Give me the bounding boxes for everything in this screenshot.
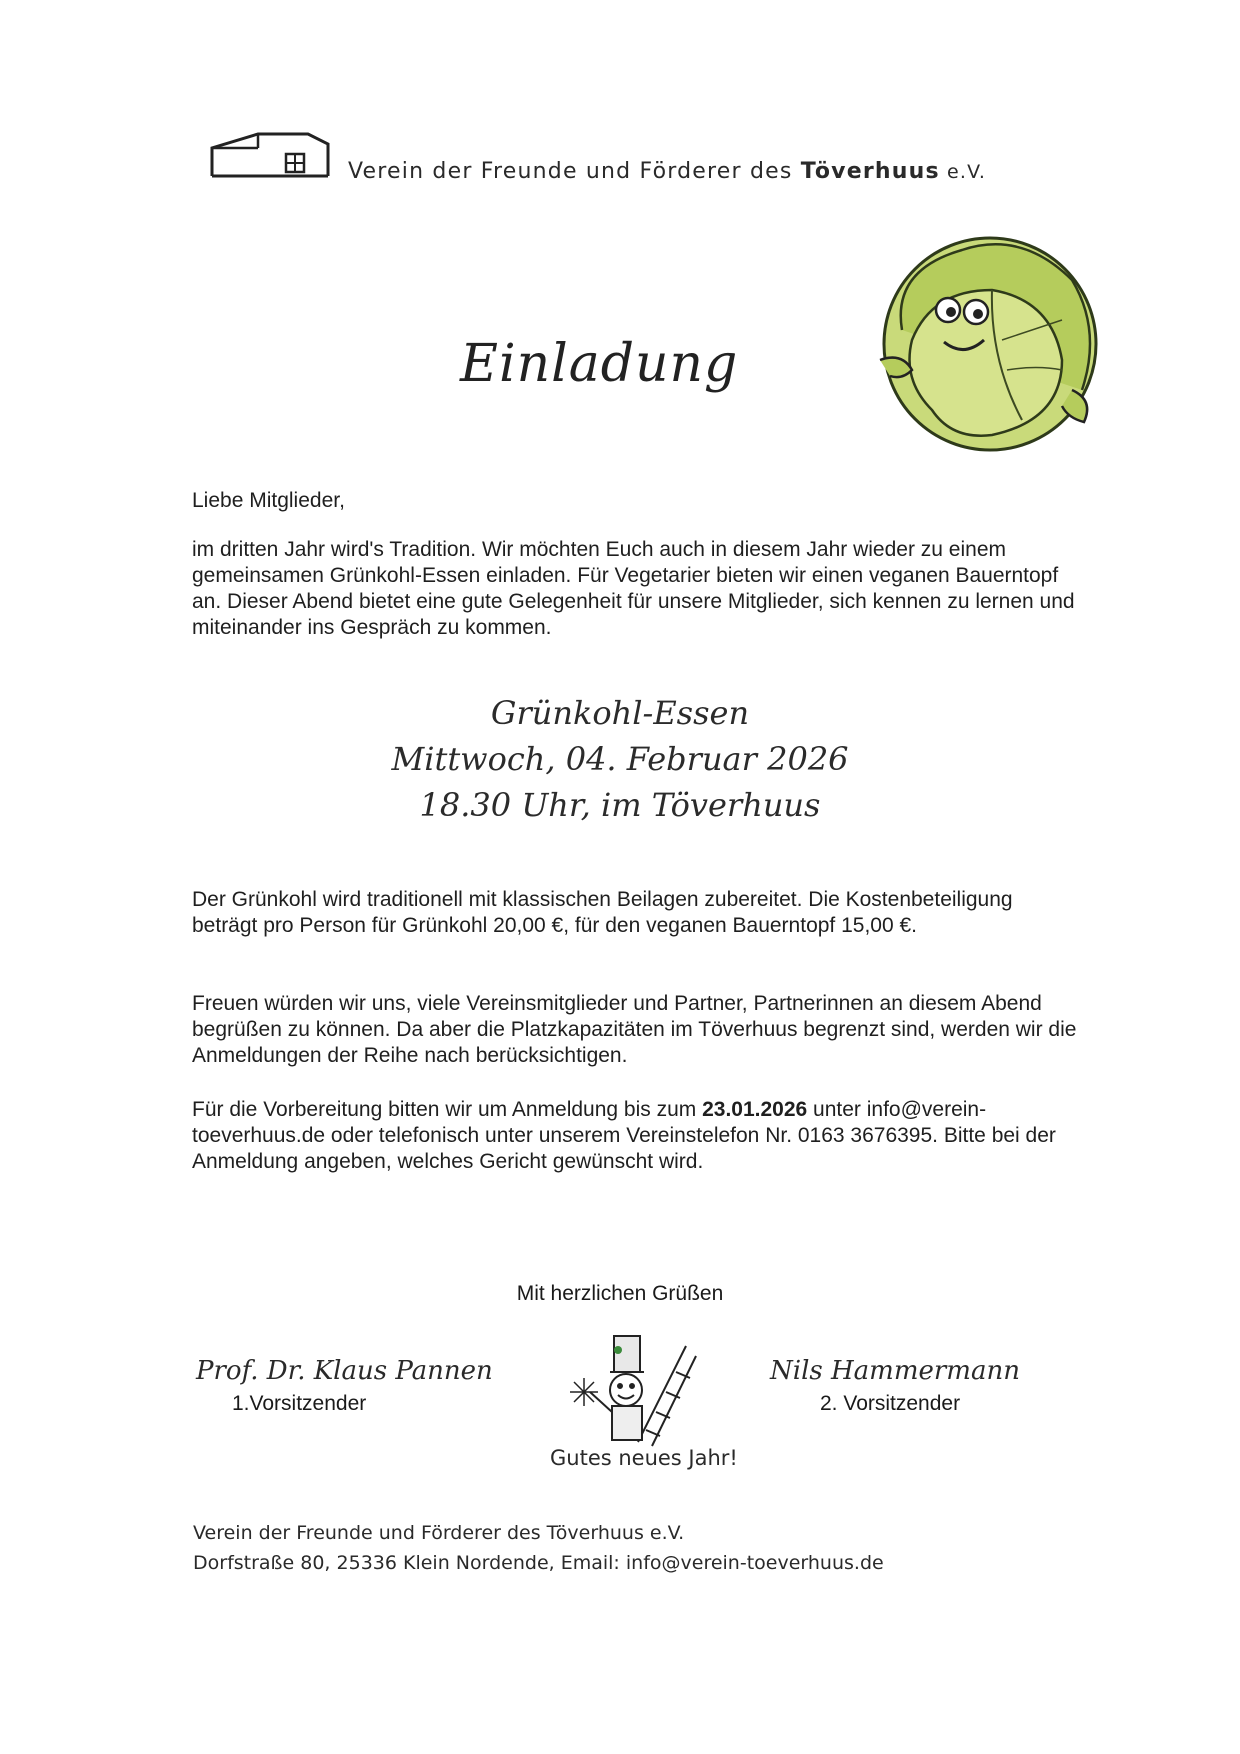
event-date: Mittwoch, 04. Februar 2026 <box>391 740 849 778</box>
registration-text-before: Für die Vorbereitung bitten wir um Anmeldung bis zum <box>192 1098 703 1121</box>
sweep-caption: Gutes neues Jahr! <box>550 1446 738 1470</box>
registration-text-after: unter info@verein-toeverhuus.de oder telefonisch unter unserem Vereinstelefon Nr. 0163 3676395. Bitte bei der Anmeldung angeben, welches Gericht gewünscht wird. <box>192 1098 1056 1173</box>
intro-paragraph: im dritten Jahr wird's Tradition. Wir möchten Euch auch in diesem Jahr wieder zu einem gemeinsamen Grünkohl-Essen einladen. Für Vegetarier bieten wir einen veganen Bauerntopf an. Dieser Abend bietet eine gute Gelegenheit für unsere Mitglieder, sich kennen zu lernen und miteinander ins Gespräch zu kommen. <box>192 538 1075 639</box>
signature-second-name: Nils Hammermann <box>770 1356 1020 1386</box>
event-time-place: 18.30 Uhr, im Töverhuus <box>419 786 821 824</box>
org-suffix: e.V. <box>939 161 987 183</box>
org-header <box>348 159 986 184</box>
org-prefix: Verein der Freunde und Förderer des <box>348 159 801 184</box>
signature-first-role: 1.Vorsitzender <box>232 1392 367 1415</box>
registration-deadline: 23.01.2026 <box>702 1098 808 1121</box>
page-title: Einladung <box>460 334 739 394</box>
house-logo-icon <box>208 130 334 180</box>
registration-paragraph <box>192 1097 1082 1175</box>
welcome-paragraph: Freuen würden wir uns, viele Vereinsmitglieder und Partner, Partnerinnen an diesem Abend begrüßen zu können. Da aber die Platzkapazitäten im Töverhuus begrenzt sind, werden wir die Anmeldungen der Reihe nach berücksichtigen. <box>192 992 1077 1067</box>
greeting: Liebe Mitglieder, <box>192 489 345 512</box>
chimney-sweep-icon <box>560 1332 700 1456</box>
footer-org-line: Verein der Freunde und Förderer des Töverhuus e.V. <box>193 1522 685 1544</box>
cabbage-mascot-icon <box>872 230 1108 458</box>
signature-first-name: Prof. Dr. Klaus Pannen <box>196 1356 493 1386</box>
footer-address-line: Dorfstraße 80, 25336 Klein Nordende, Email: info@verein-toeverhuus.de <box>193 1552 884 1574</box>
signature-second-role: 2. Vorsitzender <box>820 1392 961 1415</box>
org-name: Töverhuus <box>800 159 940 184</box>
food-cost-paragraph: Der Grünkohl wird traditionell mit klassischen Beilagen zubereitet. Die Kostenbeteiligung beträgt pro Person für Grünkohl 20,00 €, für den veganen Bauerntopf 15,00 €. <box>192 888 1013 937</box>
closing-regards: Mit herzlichen Grüßen <box>516 1282 724 1305</box>
event-name: Grünkohl-Essen <box>490 694 750 732</box>
